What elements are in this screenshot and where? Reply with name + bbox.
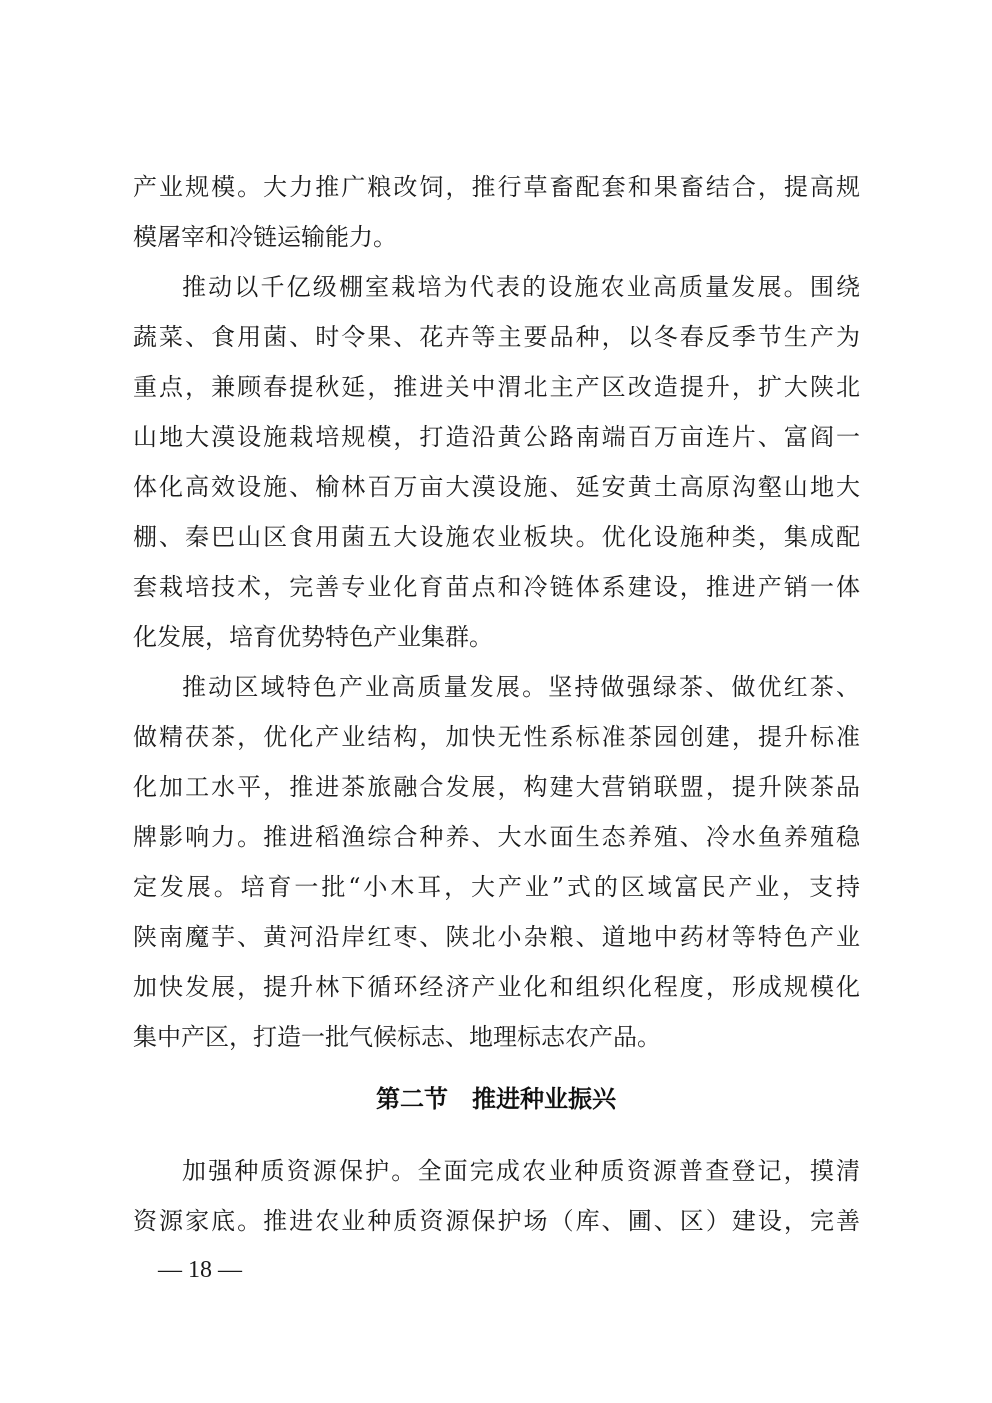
paragraph-first-line: 推动区域特色产业高质量发展。坚持做强绿茶、做优红茶、 bbox=[182, 673, 860, 701]
page-number: — 18 — bbox=[158, 1257, 242, 1283]
body-text-line: 套栽培技术，完善专业化育苗点和冷链体系建设，推进产销一体 bbox=[133, 573, 860, 601]
body-text-line: 体化高效设施、榆林百万亩大漠设施、延安黄土高原沟壑山地大 bbox=[133, 473, 860, 501]
body-text-line: 牌影响力。推进稻渔综合种养、大水面生态养殖、冷水鱼养殖稳 bbox=[133, 823, 860, 851]
body-text-line: 定发展。培育一批“小木耳，大产业”式的区域富民产业，支持 bbox=[133, 873, 860, 901]
body-text-line: 模屠宰和冷链运输能力。 bbox=[133, 223, 397, 251]
body-text-line: 加快发展，提升林下循环经济产业化和组织化程度，形成规模化 bbox=[133, 973, 860, 1001]
body-text-line: 资源家底。推进农业种质资源保护场（库、圃、区）建设，完善 bbox=[133, 1207, 860, 1235]
body-text-line: 陕南魔芋、黄河沿岸红枣、陕北小杂粮、道地中药材等特色产业 bbox=[133, 923, 860, 951]
body-text-line: 做精茯茶，优化产业结构，加快无性系标准茶园创建，提升标准 bbox=[133, 723, 860, 751]
body-text-line: 化加工水平，推进茶旅融合发展，构建大营销联盟，提升陕茶品 bbox=[133, 773, 860, 801]
section-heading: 第二节 推进种业振兴 bbox=[376, 1085, 616, 1113]
body-text-line: 重点，兼顾春提秋延，推进关中渭北主产区改造提升，扩大陕北 bbox=[133, 373, 860, 401]
body-text-line: 化发展，培育优势特色产业集群。 bbox=[133, 623, 493, 651]
paragraph-first-line: 加强种质资源保护。全面完成农业种质资源普查登记，摸清 bbox=[182, 1157, 860, 1185]
body-text-line: 山地大漠设施栽培规模，打造沿黄公路南端百万亩连片、富阎一 bbox=[133, 423, 860, 451]
body-text-line: 蔬菜、食用菌、时令果、花卉等主要品种，以冬春反季节生产为 bbox=[133, 323, 860, 351]
body-text-line: 集中产区，打造一批气候标志、地理标志农产品。 bbox=[133, 1023, 661, 1051]
body-text-line: 棚、秦巴山区食用菌五大设施农业板块。优化设施种类，集成配 bbox=[133, 523, 860, 551]
body-text-line: 产业规模。大力推广粮改饲，推行草畜配套和果畜结合，提高规 bbox=[133, 173, 860, 201]
paragraph-first-line: 推动以千亿级棚室栽培为代表的设施农业高质量发展。围绕 bbox=[182, 273, 860, 301]
